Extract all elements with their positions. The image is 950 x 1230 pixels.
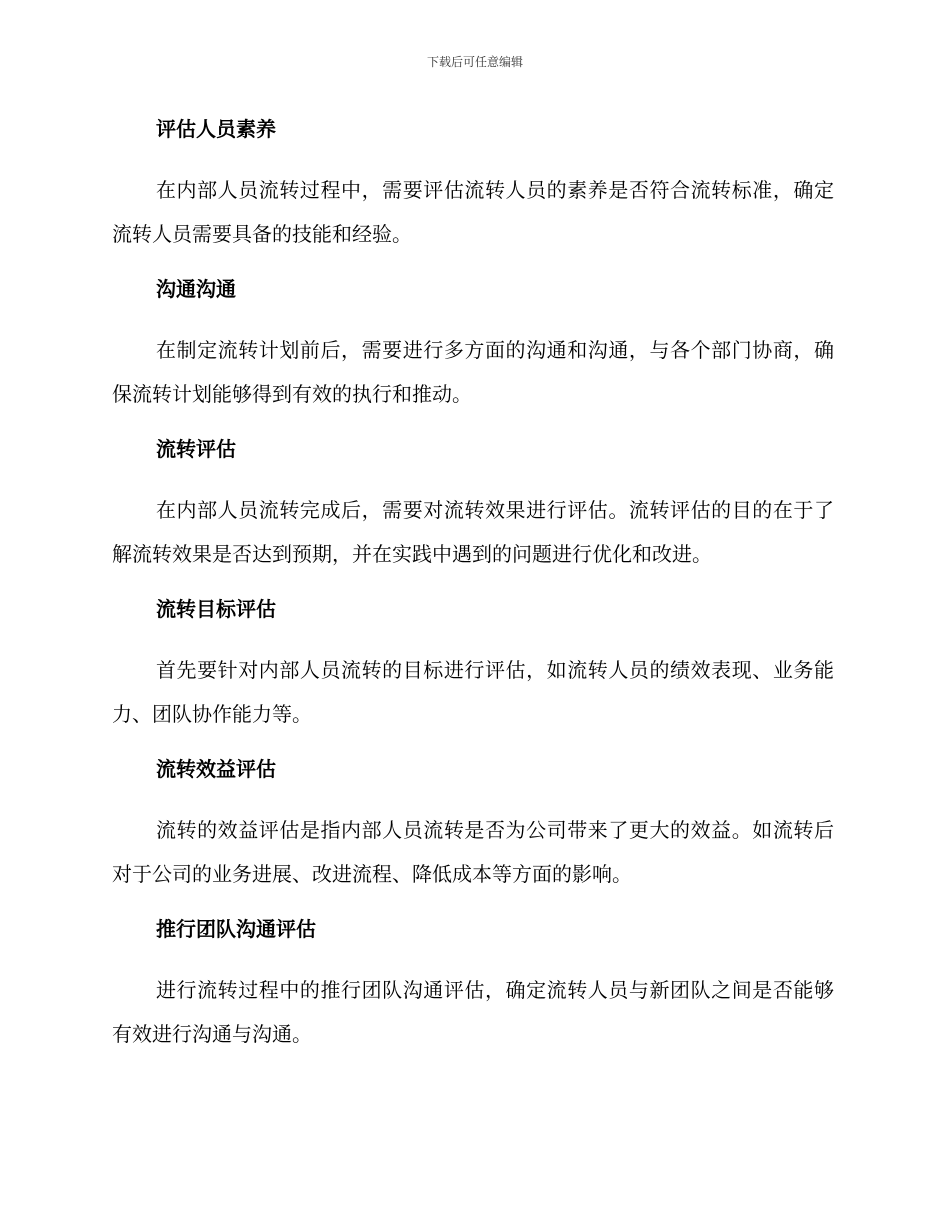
section-paragraph: 进行流转过程中的推行团队沟通评估，确定流转人员与新团队之间是否能够有效进行沟通与沟通。 [112, 978, 834, 1046]
page-header: 下载后可任意编辑 [426, 55, 523, 69]
section-heading: 流转评估 [156, 437, 236, 461]
section-communication [112, 272, 834, 416]
section-paragraph: 在内部人员流转完成后，需要对流转效果进行评估。流转评估的目的在于了解流转效果是否达到预期，并在实践中遇到的问题进行优化和改进。 [112, 498, 834, 566]
section-benefit-assessment [112, 752, 834, 896]
section-heading: 推行团队沟通评估 [156, 917, 316, 941]
section-heading: 流转目标评估 [156, 597, 276, 621]
section-paragraph: 首先要针对内部人员流转的目标进行评估，如流转人员的绩效表现、业务能力、团队协作能力等。 [112, 658, 834, 726]
section-paragraph: 流转的效益评估是指内部人员流转是否为公司带来了更大的效益。如流转后对于公司的业务进展、改进流程、降低成本等方面的影响。 [112, 818, 834, 886]
section-heading: 沟通沟通 [156, 277, 236, 301]
section-paragraph: 在制定流转计划前后，需要进行多方面的沟通和沟通，与各个部门协商，确保流转计划能够得到有效的执行和推动。 [112, 338, 834, 406]
section-paragraph: 在内部人员流转过程中，需要评估流转人员的素养是否符合流转标准，确定流转人员需要具备的技能和经验。 [112, 178, 834, 246]
section-heading: 评估人员素养 [156, 117, 276, 141]
section-goal-assessment [112, 592, 834, 736]
section-team-communication-assessment [112, 912, 834, 1056]
document-body [112, 112, 834, 1072]
section-rotation-assessment [112, 432, 834, 576]
section-heading: 流转效益评估 [156, 757, 276, 781]
section-assess-personnel [112, 112, 834, 256]
